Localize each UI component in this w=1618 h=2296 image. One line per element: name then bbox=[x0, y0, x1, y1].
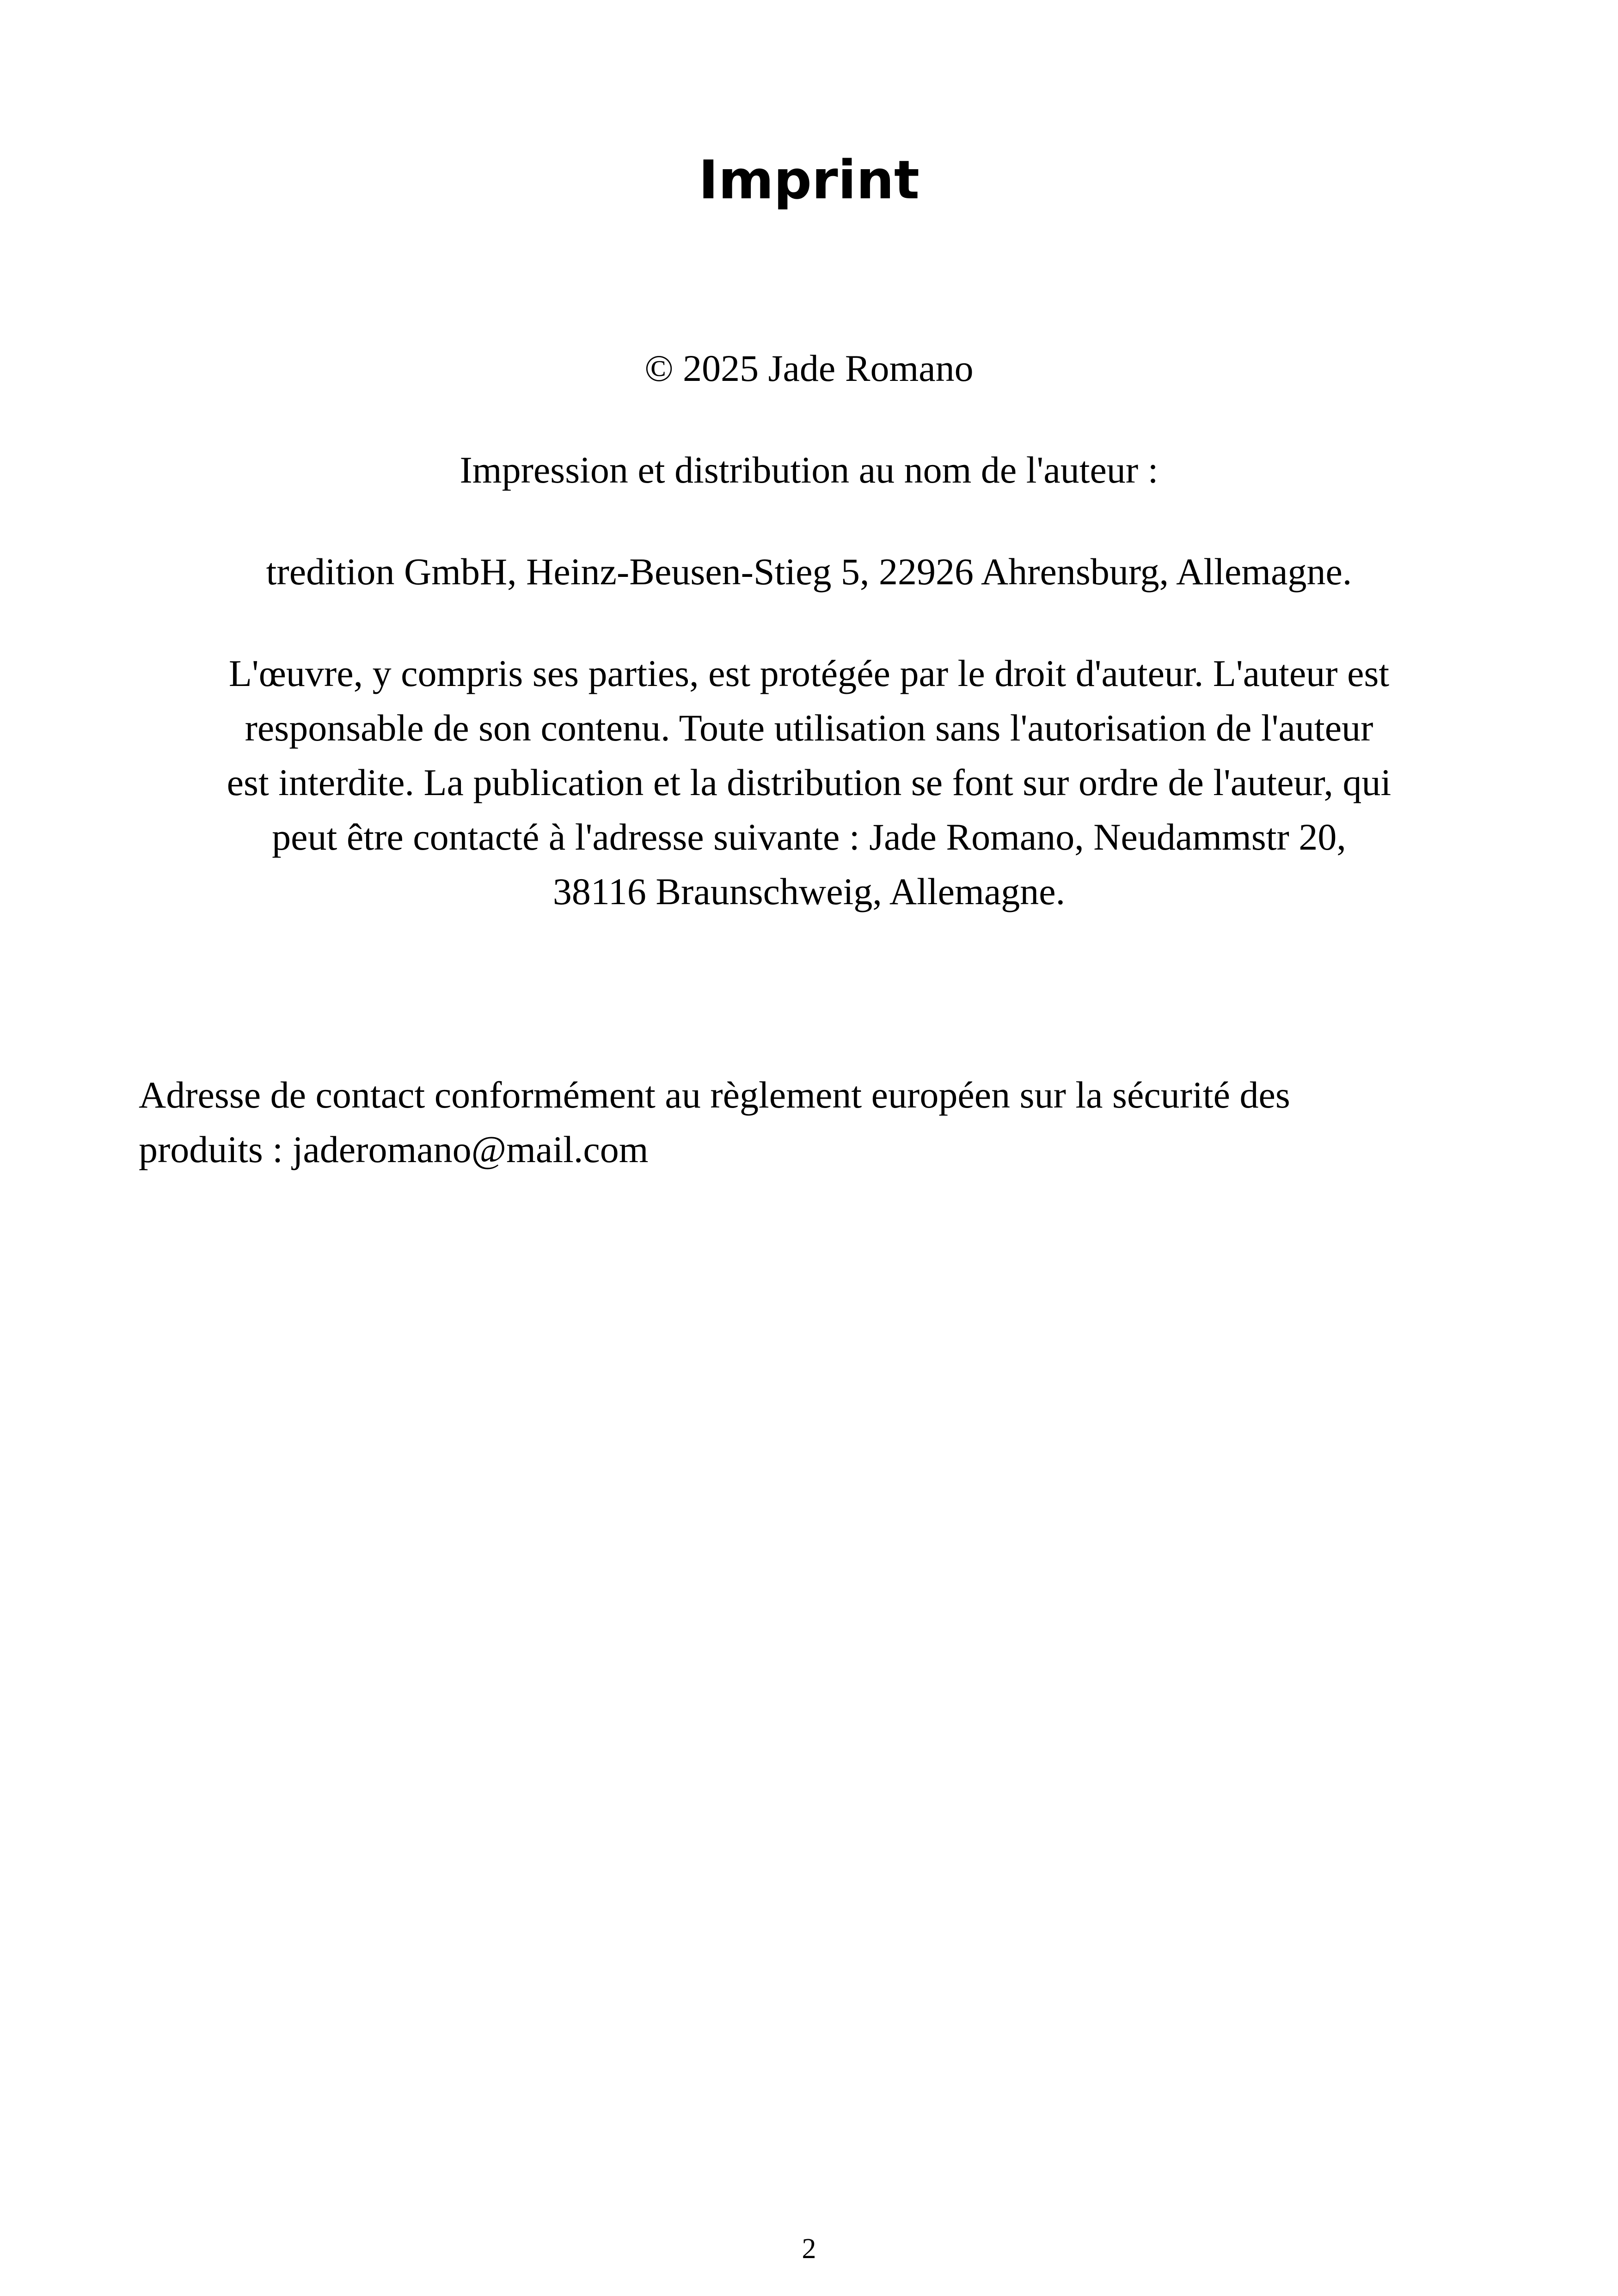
copyright-notice-line-2: responsable de son contenu. Toute utilisation sans l'autorisation de l'auteur bbox=[245, 707, 1373, 749]
publisher-address: tredition GmbH, Heinz-Beusen-Stieg 5, 22926 Ahrensburg, Allemagne. bbox=[266, 551, 1352, 593]
copyright-notice bbox=[139, 646, 1479, 919]
printing-distribution-line: Impression et distribution au nom de l'auteur : bbox=[460, 449, 1158, 491]
page-title: Imprint bbox=[699, 149, 919, 211]
copyright-notice-line-3: est interdite. La publication et la distribution se font sur ordre de l'auteur, qui bbox=[227, 761, 1391, 803]
copyright-notice-line-5: 38116 Braunschweig, Allemagne. bbox=[552, 870, 1066, 912]
product-safety-contact bbox=[139, 1068, 1479, 1177]
contact-line-1: Adresse de contact conformément au règlement européen sur la sécurité des bbox=[139, 1074, 1290, 1116]
page-number: 2 bbox=[802, 2233, 816, 2265]
copyright-notice-line-4: peut être contacté à l'adresse suivante : Jade Romano, Neudammstr 20, bbox=[272, 816, 1346, 858]
copyright-line: © 2025 Jade Romano bbox=[644, 347, 974, 389]
contact-line-2: produits : jaderomano@mail.com bbox=[139, 1128, 649, 1170]
copyright-notice-line-1: L'œuvre, y compris ses parties, est protégée par le droit d'auteur. L'auteur est bbox=[228, 652, 1390, 694]
